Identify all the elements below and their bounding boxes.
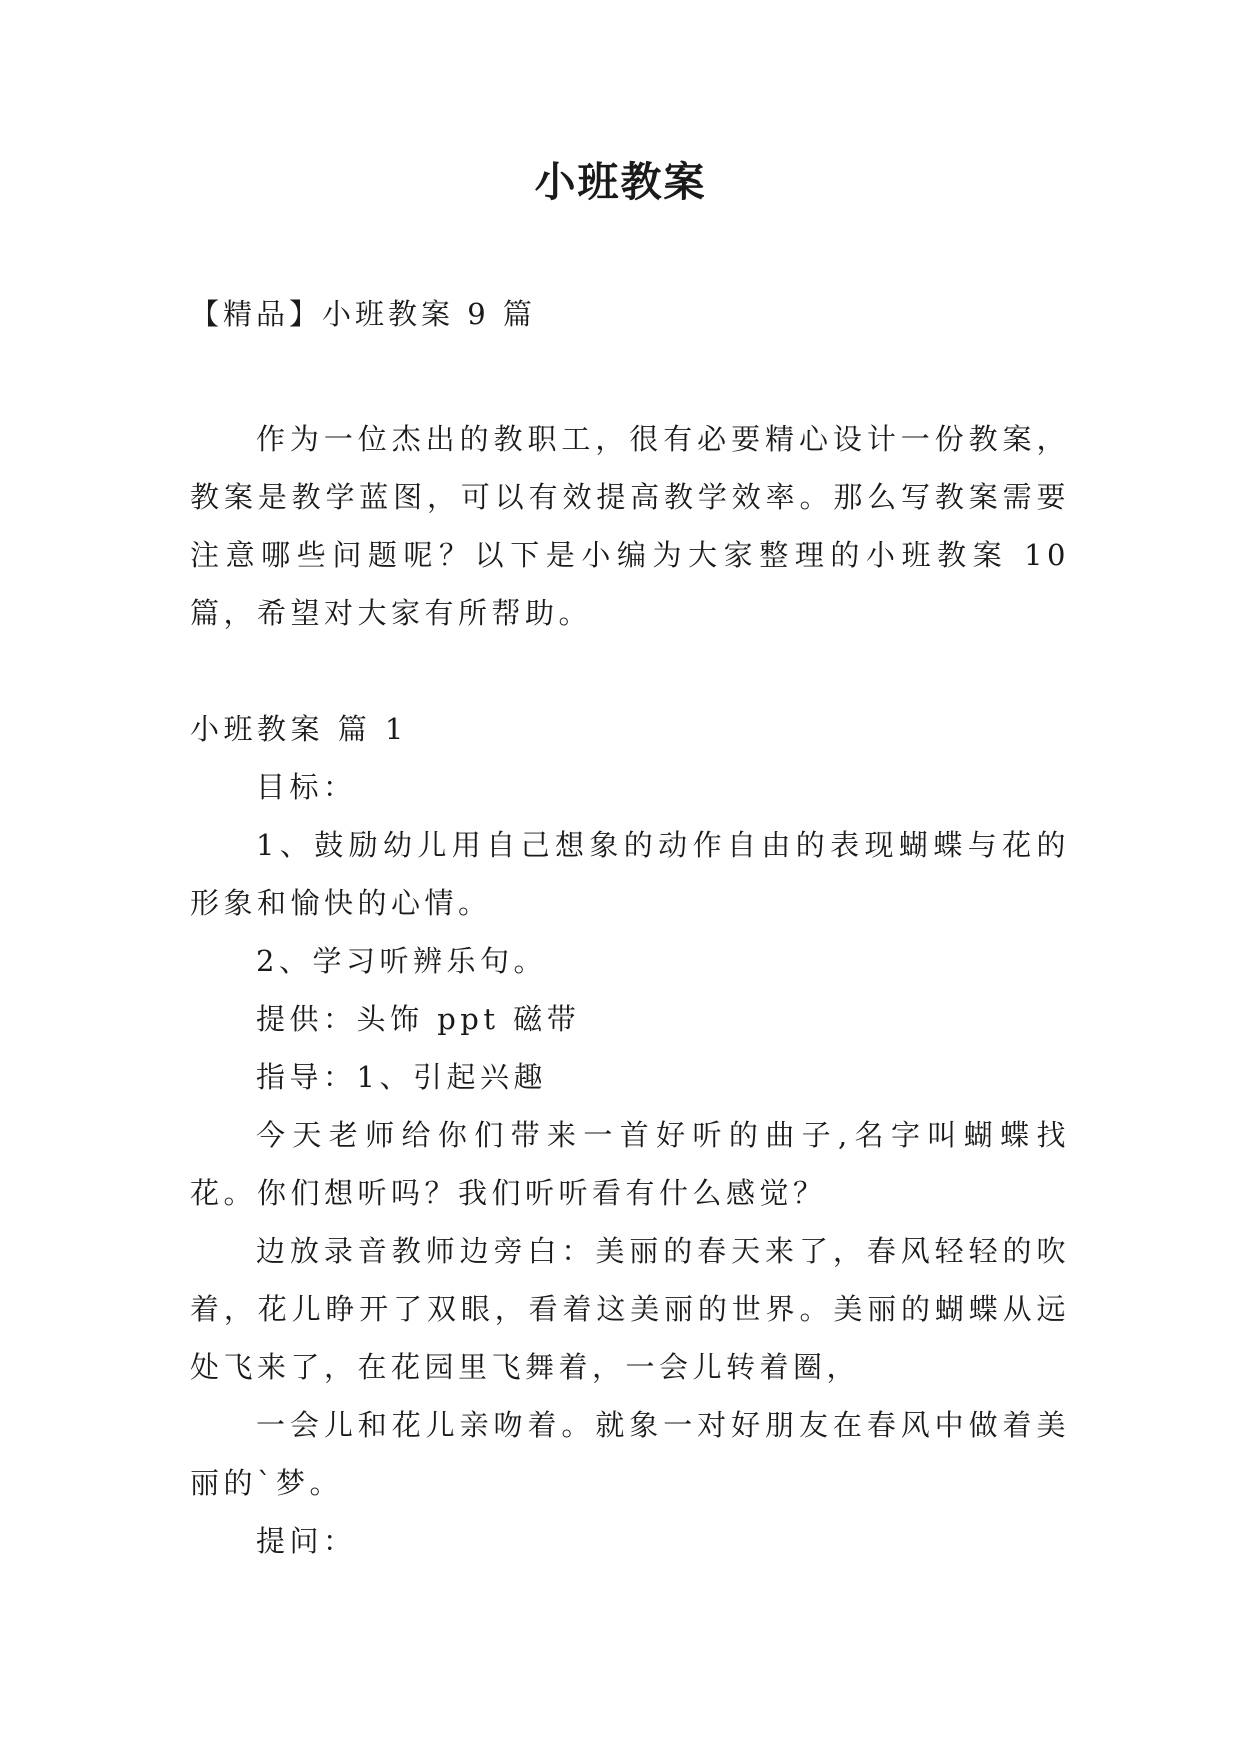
paragraph: 目标： xyxy=(256,770,357,804)
paragraph: 边放录音教师边旁白：美丽的春天来了，春风轻轻的吹着，花儿睁开了双眼，看着这美丽的世界。美丽的蝴蝶从远处飞来了，在花园里飞舞着，一会儿转着圈， xyxy=(190,1234,1070,1384)
section-heading: 小班教案 篇 1 xyxy=(190,712,408,746)
paragraph: 1、鼓励幼儿用自己想象的动作自由的表现蝴蝶与花的形象和愉快的心情。 xyxy=(190,828,1070,920)
document-title: 小班教案 xyxy=(534,158,707,206)
paragraph: 2、学习听辨乐句。 xyxy=(256,944,547,978)
paragraph: 指导：1、引起兴趣 xyxy=(256,1060,547,1094)
paragraph: 一会儿和花儿亲吻着。就象一对好朋友在春风中做着美丽的`梦。 xyxy=(190,1408,1070,1500)
paragraph: 今天老师给你们带来一首好听的曲子,名字叫蝴蝶找花。你们想听吗？我们听听看有什么感觉？ xyxy=(190,1118,1070,1210)
intro-paragraph: 作为一位杰出的教职工，很有必要精心设计一份教案，教案是教学蓝图，可以有效提高教学效率。那么写教案需要注意哪些问题呢？以下是小编为大家整理的小班教案 10 篇，希望对大家有所帮助。 xyxy=(190,422,1070,630)
paragraph: 提问： xyxy=(256,1524,357,1558)
paragraph: 提供：头饰 ppt 磁带 xyxy=(256,1002,581,1036)
document-body xyxy=(190,410,1070,1570)
document-subtitle: 【精品】小班教案 9 篇 xyxy=(190,297,536,331)
